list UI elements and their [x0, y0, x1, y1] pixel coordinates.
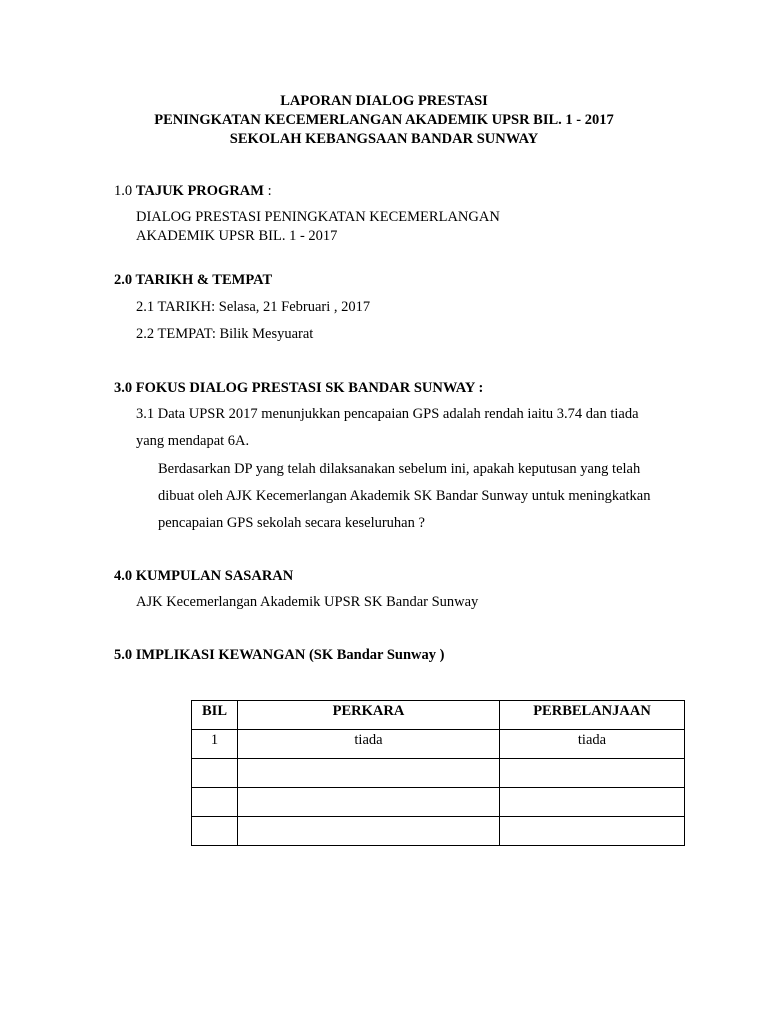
table-cell: [192, 788, 238, 817]
table-cell: [500, 788, 685, 817]
table-cell: [192, 817, 238, 846]
table-cell: [500, 759, 685, 788]
expenses-table: [191, 700, 685, 846]
section-2-tempat: 2.2 TEMPAT: Bilik Mesyuarat: [136, 326, 314, 342]
section-3-para-2-line-1: Berdasarkan DP yang telah dilaksanakan sebelum ini, apakah keputusan yang telah: [158, 461, 641, 477]
doc-title-line-3: SEKOLAH KEBANGSAAN BANDAR SUNWAY: [229, 131, 539, 147]
table-row: [192, 759, 685, 788]
section-3-para-1-line-1: 3.1 Data UPSR 2017 menunjukkan pencapaian GPS adalah rendah iaitu 3.74 dan tiada: [136, 406, 639, 422]
section-3-para-2-line-3: pencapaian GPS sekolah secara keseluruhan ?: [158, 515, 425, 531]
section-2-tarikh: 2.1 TARIKH: Selasa, 21 Februari , 2017: [136, 299, 371, 315]
table-cell: [238, 759, 500, 788]
table-row: [192, 730, 685, 759]
column-header-bil: BIL: [192, 701, 238, 730]
section-3-para-1-line-2: yang mendapat 6A.: [136, 433, 250, 449]
section-1-heading: [114, 183, 272, 200]
section-1-colon: :: [263, 183, 272, 199]
section-3-para-2-line-2: dibuat oleh AJK Kecemerlangan Akademik SK Bandar Sunway untuk meningkatkan: [158, 488, 651, 504]
doc-title-line-1: LAPORAN DIALOG PRESTASI: [280, 93, 488, 109]
section-1-body-line-1: DIALOG PRESTASI PENINGKATAN KECEMERLANGAN: [136, 209, 500, 225]
section-1-title: TAJUK PROGRAM: [135, 183, 264, 199]
doc-title-line-2: PENINGKATAN KECEMERLANGAN AKADEMIK UPSR BIL. 1 - 2017: [154, 112, 614, 128]
table-cell: [238, 817, 500, 846]
table-row: [192, 788, 685, 817]
section-5-heading: 5.0 IMPLIKASI KEWANGAN (SK Bandar Sunway ): [114, 647, 445, 663]
table-row: [192, 817, 685, 846]
table-cell: 1: [192, 730, 238, 759]
column-header-perkara: PERKARA: [238, 701, 500, 730]
column-header-perbelanjaan: PERBELANJAAN: [500, 701, 685, 730]
table-cell: [500, 817, 685, 846]
section-2-heading: 2.0 TARIKH & TEMPAT: [114, 272, 273, 288]
section-1-body-line-2: AKADEMIK UPSR BIL. 1 - 2017: [136, 228, 338, 244]
section-1-number: 1.0: [114, 183, 133, 199]
section-3-heading: 3.0 FOKUS DIALOG PRESTASI SK BANDAR SUNWAY :: [114, 380, 484, 396]
table-cell: tiada: [500, 730, 685, 759]
section-4-body: AJK Kecemerlangan Akademik UPSR SK Bandar Sunway: [136, 594, 479, 610]
section-4-heading: 4.0 KUMPULAN SASARAN: [114, 568, 294, 584]
table-cell: tiada: [238, 730, 500, 759]
table-cell: [238, 788, 500, 817]
table-header-row: [192, 701, 685, 730]
table-cell: [192, 759, 238, 788]
